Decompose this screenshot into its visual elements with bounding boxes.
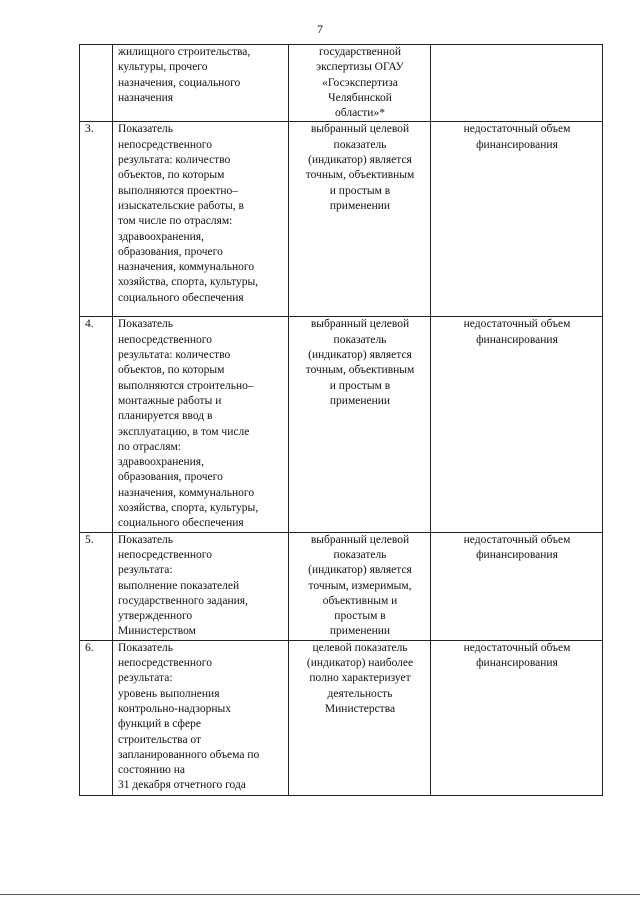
indicator-note (431, 45, 603, 122)
indicator-note: недостаточный объем финансирования (431, 640, 603, 795)
indicator-name: Показатель непосредственного результата: количество объектов, по которым выполняются проектно– изыскательские работы, в том числе по отраслям: здравоохранения, образования, прочего назначения, коммунального хозяйства, спорта, культуры, социального обеспечения (113, 122, 289, 317)
row-number: 5. (80, 532, 113, 640)
row-number (80, 45, 113, 122)
indicators-table (79, 44, 603, 796)
indicator-rationale: выбранный целевой показатель (индикатор) является точным, объективным и простым в применении (289, 122, 431, 317)
indicator-rationale: целевой показатель (индикатор) наиболее полно характеризует деятельность Министерства (289, 640, 431, 795)
indicator-name: жилищного строительства, культуры, прочего назначения, социального назначения (113, 45, 289, 122)
row-number: 3. (80, 122, 113, 317)
table-row (80, 317, 603, 532)
bottom-divider (0, 894, 640, 895)
indicator-rationale: выбранный целевой показатель (индикатор) является точным, измеримым, объективным и простым в применении (289, 532, 431, 640)
row-number: 4. (80, 317, 113, 532)
indicator-name: Показатель непосредственного результата: выполнение показателей государственного задания, утвержденного Министерством (113, 532, 289, 640)
table-row (80, 640, 603, 795)
page-number: 7 (317, 22, 323, 36)
indicator-name: Показатель непосредственного результата: количество объектов, по которым выполняются строительно– монтажные работы и планируется ввод в эксплуатацию, в том числе по отраслям: здравоохранения, образования, прочего назначения, коммунального хозяйства, спорта, культуры, социального обеспечения (113, 317, 289, 532)
indicator-name: Показатель непосредственного результата: уровень выполнения контрольно-надзорных функций в сфере строительства от запланированного объема по состоянию на 31 декабря отчетного года (113, 640, 289, 795)
indicator-rationale: выбранный целевой показатель (индикатор) является точным, объективным и простым в применении (289, 317, 431, 532)
table-row (80, 45, 603, 122)
indicator-note: недостаточный объем финансирования (431, 122, 603, 317)
indicator-note: недостаточный объем финансирования (431, 317, 603, 532)
indicator-note: недостаточный объем финансирования (431, 532, 603, 640)
indicator-rationale: государственной экспертизы ОГАУ «Госэкспертиза Челябинской области»* (289, 45, 431, 122)
table-row (80, 122, 603, 317)
table-row (80, 532, 603, 640)
row-number: 6. (80, 640, 113, 795)
